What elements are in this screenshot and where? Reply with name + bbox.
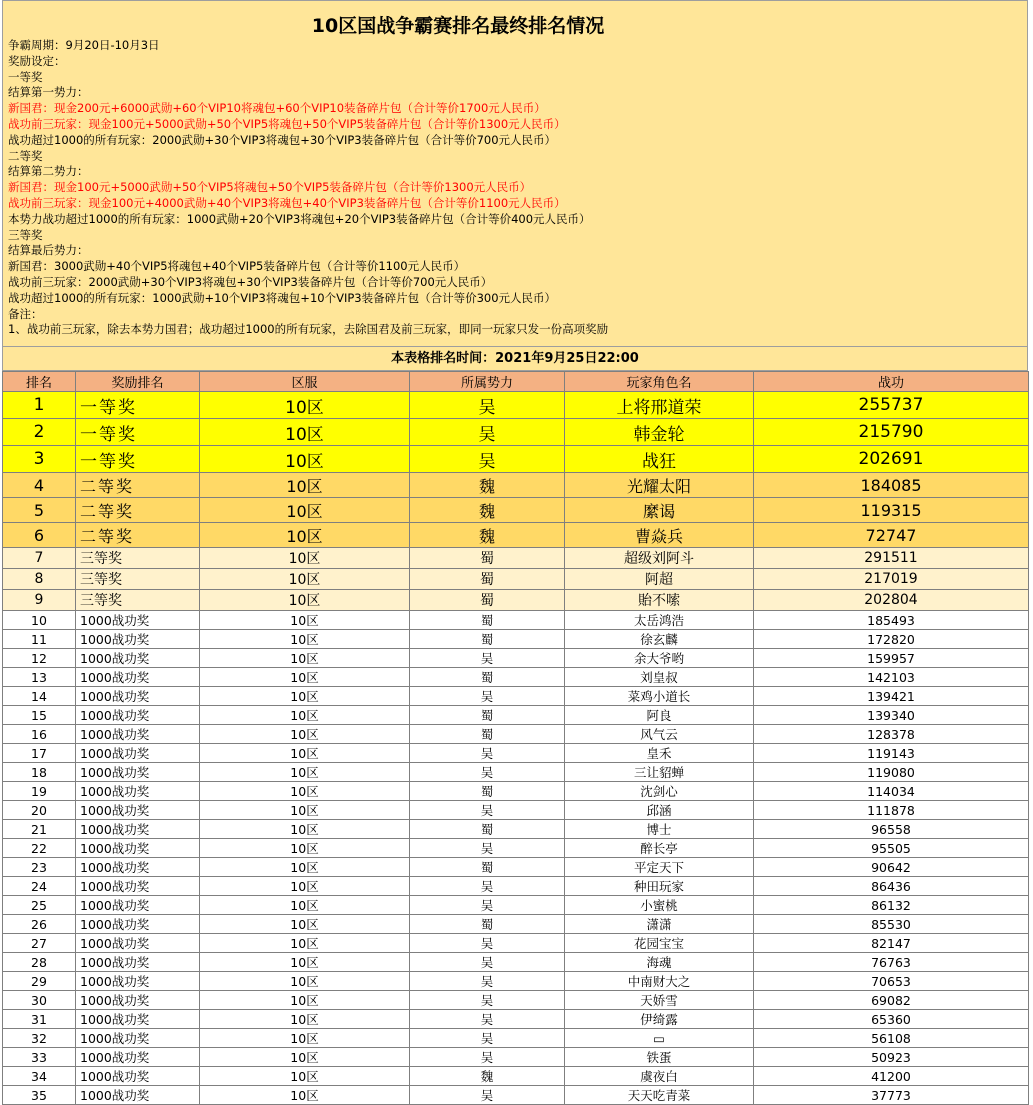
cell-award[interactable]: 1000战功奖 [76, 687, 200, 706]
cell-player[interactable]: 光耀太阳 [565, 473, 754, 498]
cell-award[interactable]: 1000战功奖 [76, 744, 200, 763]
cell-rank[interactable]: 30 [3, 991, 76, 1010]
cell-merit[interactable]: 76763 [754, 953, 1029, 972]
cell-merit[interactable]: 291511 [754, 548, 1029, 569]
cell-faction[interactable]: 吴 [410, 744, 565, 763]
cell-faction[interactable]: 吴 [410, 446, 565, 473]
cell-player[interactable]: 战狂 [565, 446, 754, 473]
table-row [3, 953, 1029, 972]
cell-player[interactable]: 三让貂蝉 [565, 763, 754, 782]
cell-rank[interactable]: 20 [3, 801, 76, 820]
cell-award[interactable]: 1000战功奖 [76, 611, 200, 630]
col-header-player[interactable]: 玩家角色名 [565, 372, 754, 392]
notice-line: 战功前三玩家：现金100元+5000武勋+50个VIP5将魂包+50个VIP5装备碎片包（合计等价1300元人民币） [8, 116, 566, 131]
cell-rank[interactable]: 33 [3, 1048, 76, 1067]
cell-award[interactable]: 1000战功奖 [76, 763, 200, 782]
cell-award[interactable]: 1000战功奖 [76, 858, 200, 877]
cell-award[interactable]: 1000战功奖 [76, 1029, 200, 1048]
cell-faction[interactable]: 吴 [410, 649, 565, 668]
cell-merit[interactable]: 114034 [754, 782, 1029, 801]
cell-faction[interactable]: 吴 [410, 1086, 565, 1105]
cell-rank[interactable]: 13 [3, 668, 76, 687]
cell-faction[interactable]: 蜀 [410, 569, 565, 590]
cell-merit[interactable]: 111878 [754, 801, 1029, 820]
cell-rank[interactable]: 14 [3, 687, 76, 706]
cell-faction[interactable]: 吴 [410, 392, 565, 419]
cell-award[interactable]: 1000战功奖 [76, 953, 200, 972]
cell-player[interactable]: 虞夜白 [565, 1067, 754, 1086]
cell-rank[interactable]: 6 [3, 523, 76, 548]
cell-server[interactable]: 10区 [200, 858, 410, 877]
cell-player[interactable]: 刘皇叔 [565, 668, 754, 687]
cell-server[interactable]: 10区 [200, 1086, 410, 1105]
cell-rank[interactable]: 1 [3, 392, 76, 419]
cell-server[interactable]: 10区 [200, 590, 410, 611]
cell-faction[interactable]: 蜀 [410, 782, 565, 801]
cell-server[interactable]: 10区 [200, 523, 410, 548]
cell-player[interactable]: 天娇雪 [565, 991, 754, 1010]
cell-merit[interactable]: 172820 [754, 630, 1029, 649]
cell-rank[interactable]: 19 [3, 782, 76, 801]
cell-award[interactable]: 一等奖 [76, 392, 200, 419]
cell-faction[interactable]: 吴 [410, 877, 565, 896]
cell-award[interactable]: 1000战功奖 [76, 1086, 200, 1105]
cell-merit[interactable]: 119143 [754, 744, 1029, 763]
table-row [3, 473, 1029, 498]
notice-line: 战功前三玩家：2000武勋+30个VIP3将魂包+30个VIP3装备碎片包（合计等价700元人民币） [8, 274, 493, 289]
cell-server[interactable]: 10区 [200, 839, 410, 858]
cell-merit[interactable]: 119080 [754, 763, 1029, 782]
notice-line: 新国君：3000武勋+40个VIP5将魂包+40个VIP5装备碎片包（合计等价1100元人民币） [8, 259, 466, 274]
cell-rank[interactable]: 18 [3, 763, 76, 782]
table-row [3, 611, 1029, 630]
cell-merit[interactable]: 69082 [754, 991, 1029, 1010]
cell-faction[interactable]: 蜀 [410, 611, 565, 630]
cell-faction[interactable]: 吴 [410, 763, 565, 782]
cell-award[interactable]: 1000战功奖 [76, 991, 200, 1010]
cell-server[interactable]: 10区 [200, 419, 410, 446]
table-row [3, 801, 1029, 820]
cell-award[interactable]: 二等奖 [76, 473, 200, 498]
cell-merit[interactable]: 86132 [754, 896, 1029, 915]
table-row [3, 896, 1029, 915]
cell-faction[interactable]: 吴 [410, 839, 565, 858]
cell-award[interactable]: 1000战功奖 [76, 934, 200, 953]
table-row [3, 446, 1029, 473]
cell-faction[interactable]: 蜀 [410, 630, 565, 649]
cell-player[interactable]: 上将邢道荣 [565, 392, 754, 419]
cell-player[interactable]: 平定天下 [565, 858, 754, 877]
cell-rank[interactable]: 10 [3, 611, 76, 630]
cell-merit[interactable]: 215790 [754, 419, 1029, 446]
cell-rank[interactable]: 24 [3, 877, 76, 896]
cell-rank[interactable]: 21 [3, 820, 76, 839]
table-row [3, 569, 1029, 590]
spreadsheet [2, 0, 1030, 1103]
ranking-timestamp: 本表格排名时间：2021年9月25日22:00 [2, 347, 1028, 371]
cell-server[interactable]: 10区 [200, 630, 410, 649]
cell-rank[interactable]: 29 [3, 972, 76, 991]
cell-award[interactable]: 1000战功奖 [76, 649, 200, 668]
cell-player[interactable]: 花园宝宝 [565, 934, 754, 953]
cell-rank[interactable]: 12 [3, 649, 76, 668]
cell-player[interactable]: 曹焱兵 [565, 523, 754, 548]
cell-merit[interactable]: 50923 [754, 1048, 1029, 1067]
table-row [3, 1067, 1029, 1086]
cell-merit[interactable]: 85530 [754, 915, 1029, 934]
cell-player[interactable]: 超级刘阿斗 [565, 548, 754, 569]
cell-rank[interactable]: 34 [3, 1067, 76, 1086]
cell-rank[interactable]: 3 [3, 446, 76, 473]
cell-player[interactable]: ▭ [565, 1029, 754, 1048]
cell-player[interactable]: 阿良 [565, 706, 754, 725]
cell-server[interactable]: 10区 [200, 1048, 410, 1067]
notice-panel [2, 0, 1028, 347]
cell-rank[interactable]: 15 [3, 706, 76, 725]
cell-rank[interactable]: 5 [3, 498, 76, 523]
cell-faction[interactable]: 吴 [410, 896, 565, 915]
cell-award[interactable]: 1000战功奖 [76, 877, 200, 896]
cell-faction[interactable]: 吴 [410, 972, 565, 991]
cell-award[interactable]: 一等奖 [76, 446, 200, 473]
cell-faction[interactable]: 蜀 [410, 706, 565, 725]
cell-merit[interactable]: 90642 [754, 858, 1029, 877]
cell-faction[interactable]: 蜀 [410, 548, 565, 569]
table-row [3, 1029, 1029, 1048]
cell-award[interactable]: 1000战功奖 [76, 668, 200, 687]
cell-faction[interactable]: 吴 [410, 1010, 565, 1029]
cell-faction[interactable]: 吴 [410, 1048, 565, 1067]
cell-player[interactable]: 太岳鸿浩 [565, 611, 754, 630]
cell-server[interactable]: 10区 [200, 548, 410, 569]
cell-merit[interactable]: 119315 [754, 498, 1029, 523]
cell-faction[interactable]: 蜀 [410, 820, 565, 839]
table-row [3, 725, 1029, 744]
cell-rank[interactable]: 27 [3, 934, 76, 953]
cell-player[interactable]: 阿超 [565, 569, 754, 590]
cell-award[interactable]: 三等奖 [76, 590, 200, 611]
table-row [3, 820, 1029, 839]
cell-merit[interactable]: 184085 [754, 473, 1029, 498]
cell-faction[interactable]: 蜀 [410, 915, 565, 934]
cell-merit[interactable]: 139340 [754, 706, 1029, 725]
table-row [3, 915, 1029, 934]
cell-server[interactable]: 10区 [200, 687, 410, 706]
notice-line: 结算第二势力： [8, 164, 89, 179]
cell-player[interactable]: 菜鸡小道长 [565, 687, 754, 706]
cell-server[interactable]: 10区 [200, 498, 410, 523]
cell-merit[interactable]: 217019 [754, 569, 1029, 590]
notice-line: 新国君：现金100元+5000武勋+50个VIP5将魂包+50个VIP5装备碎片包（合计等价1300元人民币） [8, 180, 532, 195]
cell-merit[interactable]: 41200 [754, 1067, 1029, 1086]
col-header-rank[interactable]: 排名 [3, 372, 76, 392]
cell-faction[interactable]: 吴 [410, 934, 565, 953]
cell-award[interactable]: 二等奖 [76, 498, 200, 523]
table-row [3, 419, 1029, 446]
cell-server[interactable]: 10区 [200, 744, 410, 763]
notice-line: 战功超过1000的所有玩家：2000武勋+30个VIP3将魂包+30个VIP3装备碎片包（合计等价700元人民币） [8, 132, 557, 147]
cell-server[interactable]: 10区 [200, 706, 410, 725]
cell-server[interactable]: 10区 [200, 446, 410, 473]
cell-player[interactable]: 风气云 [565, 725, 754, 744]
cell-award[interactable]: 1000战功奖 [76, 915, 200, 934]
cell-award[interactable]: 1000战功奖 [76, 782, 200, 801]
cell-merit[interactable]: 72747 [754, 523, 1029, 548]
cell-rank[interactable]: 16 [3, 725, 76, 744]
cell-rank[interactable]: 17 [3, 744, 76, 763]
cell-merit[interactable]: 128378 [754, 725, 1029, 744]
cell-player[interactable]: 皇禾 [565, 744, 754, 763]
cell-award[interactable]: 二等奖 [76, 523, 200, 548]
cell-award[interactable]: 1000战功奖 [76, 1048, 200, 1067]
cell-faction[interactable]: 蜀 [410, 590, 565, 611]
cell-rank[interactable]: 26 [3, 915, 76, 934]
table-header-row [3, 372, 1029, 392]
cell-player[interactable]: 伊绮露 [565, 1010, 754, 1029]
cell-faction[interactable]: 吴 [410, 801, 565, 820]
cell-merit[interactable]: 96558 [754, 820, 1029, 839]
cell-rank[interactable]: 28 [3, 953, 76, 972]
col-header-merit[interactable]: 战功 [754, 372, 1029, 392]
table-row [3, 548, 1029, 569]
col-header-faction[interactable]: 所属势力 [410, 372, 565, 392]
notice-line: 战功超过1000的所有玩家：1000武勋+10个VIP3将魂包+10个VIP3装备碎片包（合计等价300元人民币） [8, 290, 557, 305]
notice-lines [8, 38, 608, 338]
table-row [3, 877, 1029, 896]
cell-player[interactable]: 小蜜桃 [565, 896, 754, 915]
ranking-table [2, 371, 1029, 1105]
notice-line: 新国君：现金200元+6000武勋+60个VIP10将魂包+60个VIP10装备碎片包（合计等价1700元人民币） [8, 101, 546, 116]
notice-line: 本势力战功超过1000的所有玩家：1000武勋+20个VIP3将魂包+20个VIP3装备碎片包（合计等价400元人民币） [8, 211, 591, 226]
cell-server[interactable]: 10区 [200, 611, 410, 630]
cell-faction[interactable]: 蜀 [410, 725, 565, 744]
table-row [3, 706, 1029, 725]
cell-faction[interactable]: 魏 [410, 473, 565, 498]
cell-player[interactable]: 潇潇 [565, 915, 754, 934]
notice-line: 战功前三玩家：现金100元+4000武勋+40个VIP3将魂包+40个VIP3装备碎片包（合计等价1100元人民币） [8, 195, 566, 210]
table-row [3, 392, 1029, 419]
cell-merit[interactable]: 202691 [754, 446, 1029, 473]
table-row [3, 649, 1029, 668]
cell-player[interactable]: 醉长亭 [565, 839, 754, 858]
ranking-body [3, 392, 1029, 1105]
table-row [3, 744, 1029, 763]
table-row [3, 1010, 1029, 1029]
cell-award[interactable]: 三等奖 [76, 548, 200, 569]
notice-line: 三等奖 [8, 227, 43, 242]
cell-award[interactable]: 1000战功奖 [76, 1067, 200, 1086]
notice-line: 奖励设定： [8, 53, 66, 68]
notice-line: 争霸周期：9月20日-10月3日 [8, 38, 160, 52]
cell-award[interactable]: 1000战功奖 [76, 820, 200, 839]
table-row [3, 687, 1029, 706]
cell-player[interactable]: 沈剑心 [565, 782, 754, 801]
table-row [3, 763, 1029, 782]
cell-player[interactable]: 博士 [565, 820, 754, 839]
cell-faction[interactable]: 吴 [410, 419, 565, 446]
cell-merit[interactable]: 95505 [754, 839, 1029, 858]
cell-server[interactable]: 10区 [200, 649, 410, 668]
cell-rank[interactable]: 32 [3, 1029, 76, 1048]
cell-server[interactable]: 10区 [200, 953, 410, 972]
cell-rank[interactable]: 35 [3, 1086, 76, 1105]
table-row [3, 668, 1029, 687]
cell-award[interactable]: 一等奖 [76, 419, 200, 446]
cell-award[interactable]: 1000战功奖 [76, 839, 200, 858]
table-row [3, 1086, 1029, 1105]
cell-server[interactable]: 10区 [200, 820, 410, 839]
cell-player[interactable]: 天天吃青菜 [565, 1086, 754, 1105]
cell-merit[interactable]: 142103 [754, 668, 1029, 687]
notice-line: 结算第一势力： [8, 85, 89, 100]
cell-player[interactable]: 中南财大之 [565, 972, 754, 991]
cell-faction[interactable]: 魏 [410, 1067, 565, 1086]
cell-server[interactable]: 10区 [200, 392, 410, 419]
cell-server[interactable]: 10区 [200, 1010, 410, 1029]
table-row [3, 839, 1029, 858]
cell-merit[interactable]: 65360 [754, 1010, 1029, 1029]
cell-player[interactable]: 邱涵 [565, 801, 754, 820]
cell-faction[interactable]: 蜀 [410, 858, 565, 877]
cell-player[interactable]: 徐玄麟 [565, 630, 754, 649]
table-row [3, 972, 1029, 991]
col-header-server[interactable]: 区服 [200, 372, 410, 392]
cell-merit[interactable]: 255737 [754, 392, 1029, 419]
cell-award[interactable]: 1000战功奖 [76, 1010, 200, 1029]
cell-rank[interactable]: 11 [3, 630, 76, 649]
cell-rank[interactable]: 8 [3, 569, 76, 590]
cell-player[interactable]: 铁蛋 [565, 1048, 754, 1067]
cell-player[interactable]: 韩金轮 [565, 419, 754, 446]
cell-merit[interactable]: 86436 [754, 877, 1029, 896]
cell-server[interactable]: 10区 [200, 569, 410, 590]
notice-line: 结算最后势力： [8, 243, 89, 258]
cell-merit[interactable]: 70653 [754, 972, 1029, 991]
notice-line: 一等奖 [8, 69, 43, 84]
cell-server[interactable]: 10区 [200, 972, 410, 991]
cell-rank[interactable]: 31 [3, 1010, 76, 1029]
table-row [3, 934, 1029, 953]
cell-rank[interactable]: 4 [3, 473, 76, 498]
cell-award[interactable]: 1000战功奖 [76, 630, 200, 649]
cell-player[interactable]: 貽不嗦 [565, 590, 754, 611]
table-row [3, 991, 1029, 1010]
cell-server[interactable]: 10区 [200, 934, 410, 953]
cell-server[interactable]: 10区 [200, 915, 410, 934]
cell-faction[interactable]: 吴 [410, 687, 565, 706]
cell-award[interactable]: 1000战功奖 [76, 972, 200, 991]
cell-rank[interactable]: 9 [3, 590, 76, 611]
table-row [3, 1048, 1029, 1067]
cell-rank[interactable]: 2 [3, 419, 76, 446]
cell-server[interactable]: 10区 [200, 991, 410, 1010]
sheet-title: 10区国战争霸赛排名最终排名情况 [311, 15, 605, 37]
cell-server[interactable]: 10区 [200, 1067, 410, 1086]
table-row [3, 858, 1029, 877]
cell-rank[interactable]: 25 [3, 896, 76, 915]
table-row [3, 590, 1029, 611]
cell-rank[interactable]: 7 [3, 548, 76, 569]
cell-faction[interactable]: 蜀 [410, 668, 565, 687]
cell-server[interactable]: 10区 [200, 877, 410, 896]
cell-server[interactable]: 10区 [200, 725, 410, 744]
table-row [3, 630, 1029, 649]
cell-faction[interactable]: 魏 [410, 498, 565, 523]
cell-player[interactable]: 縻谒 [565, 498, 754, 523]
cell-faction[interactable]: 魏 [410, 523, 565, 548]
cell-merit[interactable]: 202804 [754, 590, 1029, 611]
table-row [3, 498, 1029, 523]
cell-player[interactable]: 种田玩家 [565, 877, 754, 896]
cell-server[interactable]: 10区 [200, 763, 410, 782]
cell-rank[interactable]: 23 [3, 858, 76, 877]
cell-merit[interactable]: 56108 [754, 1029, 1029, 1048]
cell-faction[interactable]: 吴 [410, 1029, 565, 1048]
cell-merit[interactable]: 37773 [754, 1086, 1029, 1105]
notice-line: 1、战功前三玩家，除去本势力国君；战功超过1000的所有玩家，去除国君及前三玩家，即同一玩家只发一份高项奖励 [8, 322, 609, 337]
cell-award[interactable]: 1000战功奖 [76, 896, 200, 915]
notice-line: 二等奖 [8, 148, 43, 163]
cell-server[interactable]: 10区 [200, 782, 410, 801]
cell-rank[interactable]: 22 [3, 839, 76, 858]
cell-server[interactable]: 10区 [200, 668, 410, 687]
cell-merit[interactable]: 159957 [754, 649, 1029, 668]
notice-line: 备注： [8, 306, 43, 321]
cell-server[interactable]: 10区 [200, 896, 410, 915]
cell-merit[interactable]: 185493 [754, 611, 1029, 630]
col-header-award[interactable]: 奖励排名 [76, 372, 200, 392]
cell-server[interactable]: 10区 [200, 801, 410, 820]
table-row [3, 782, 1029, 801]
cell-faction[interactable]: 吴 [410, 953, 565, 972]
cell-server[interactable]: 10区 [200, 1029, 410, 1048]
cell-award[interactable]: 1000战功奖 [76, 725, 200, 744]
cell-player[interactable]: 余大爷哟 [565, 649, 754, 668]
cell-merit[interactable]: 139421 [754, 687, 1029, 706]
table-row [3, 523, 1029, 548]
cell-award[interactable]: 1000战功奖 [76, 706, 200, 725]
cell-player[interactable]: 海魂 [565, 953, 754, 972]
cell-award[interactable]: 1000战功奖 [76, 801, 200, 820]
cell-award[interactable]: 三等奖 [76, 569, 200, 590]
cell-merit[interactable]: 82147 [754, 934, 1029, 953]
cell-faction[interactable]: 吴 [410, 991, 565, 1010]
cell-server[interactable]: 10区 [200, 473, 410, 498]
